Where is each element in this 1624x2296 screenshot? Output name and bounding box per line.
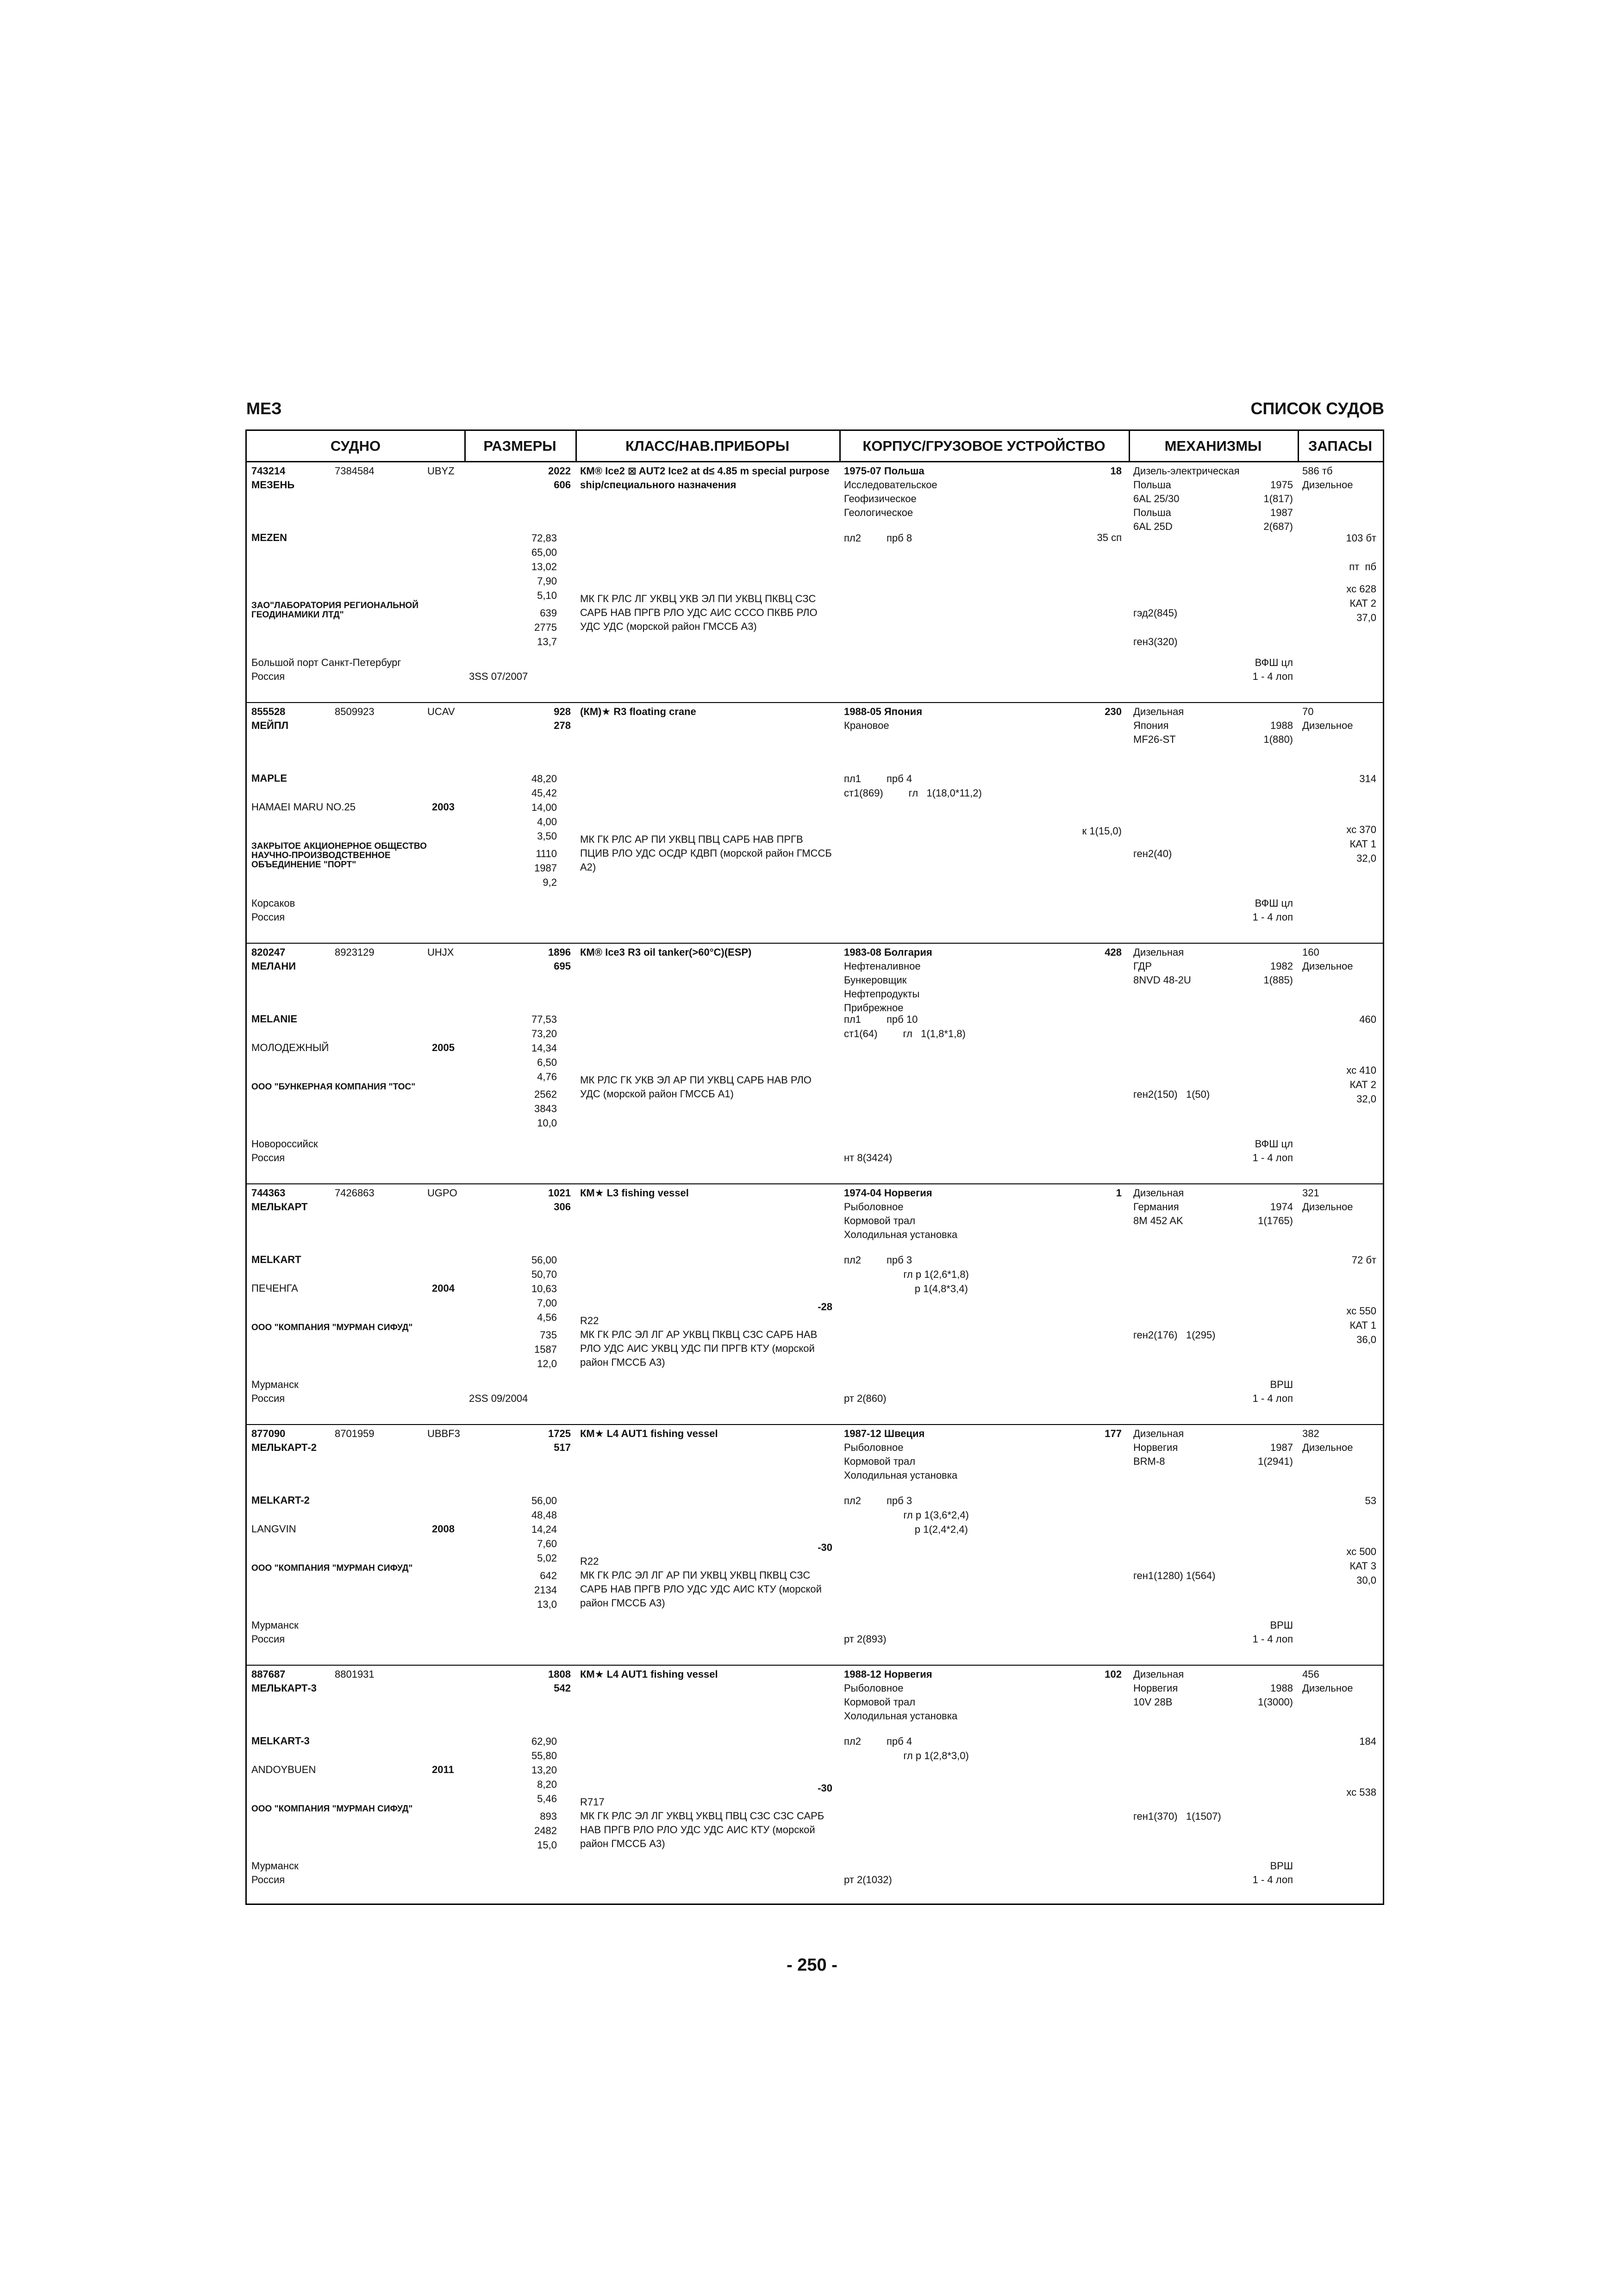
vessel-type: Рыболовное Кормовой трал Холодильная установка	[844, 1682, 958, 1722]
stores-fuel: 321 Дизельное	[1302, 1187, 1353, 1213]
vessel-type: Нефтеналивное Бункеровщик Нефтепродукты Прибрежное	[844, 960, 921, 1014]
gross-tonnage: 1021	[548, 1187, 571, 1199]
stores-mid: 184	[1359, 1736, 1376, 1747]
call-sign: UHJX	[427, 946, 454, 958]
ship-name-latin: MELKART	[251, 1254, 301, 1265]
reg-number: 877090	[251, 1428, 286, 1439]
gross-tonnage: 928	[554, 706, 571, 717]
class-notation: КМ® Ice2 ⊠ AUT2 Ice2 at d≤ 4.85 m special purpose ship/специального назначения	[580, 465, 830, 491]
nav-equipment: МК ГК РЛС ЛГ УКВЦ УКВ ЭЛ ПИ УКВЦ ПКВЦ СЗС САРБ НАВ ПРГВ РЛО УДС АИС СССО ПКВБ РЛО УДС УДС (морской район ГМССБ А3)	[580, 593, 818, 632]
ship-name-latin: MAPLE	[251, 772, 287, 784]
call-sign: UGPO	[427, 1187, 457, 1199]
former-name-year: 2008	[432, 1523, 455, 1535]
owner: ЗАКРЫТОЕ АКЦИОНЕРНОЕ ОБЩЕСТВО НАУЧНО-ПРОИЗВОДСТВЕННОЕ ОБЪЕДИНЕНИЕ "ПОРТ"	[251, 841, 427, 870]
imo-number: 8923129	[335, 946, 375, 958]
vessel-type: Крановое	[844, 720, 889, 731]
net-tonnage: 542	[554, 1682, 571, 1694]
col-header-mech: МЕХАНИЗМЫ	[1129, 431, 1298, 462]
ship-name-latin: MEZEN	[251, 532, 287, 543]
generators: ген1(370) 1(1507)	[1133, 1811, 1221, 1822]
deadweight: 1110 1987 9,2	[534, 848, 557, 888]
dimensions: 77,53 73,20 14,34 6,50 4,76	[531, 1014, 557, 1083]
cargo-tanks: рт 2(860)	[844, 1393, 887, 1404]
ship-record	[247, 944, 1383, 1184]
deadweight: 893 2482 15,0	[534, 1811, 557, 1851]
gross-tonnage: 1896	[548, 946, 571, 958]
class-notation: (КМ)★ R3 floating crane	[580, 706, 696, 717]
ship-name: МЕЛЬКАРТ-2	[251, 1442, 317, 1453]
reg-number: 820247	[251, 946, 286, 958]
build-info: 1988-12 Норвегия	[844, 1668, 932, 1680]
former-name: HAMAEI MARU NO.25	[251, 801, 356, 813]
ship-name: МЕЛЬКАРТ-3	[251, 1682, 317, 1694]
net-tonnage: 695	[554, 960, 571, 972]
dimensions: 56,00 50,70 10,63 7,00 4,56	[531, 1254, 557, 1323]
deadweight: 642 2134 13,0	[534, 1570, 557, 1610]
imo-number: 8701959	[335, 1428, 375, 1439]
imo-number: 8509923	[335, 706, 375, 717]
col-divider	[575, 431, 577, 462]
nav-equipment: R22 МК ГК РЛС ЭЛ ЛГ АР ПИ УКВЦ УКВЦ ПКВЦ СЗС САРБ НАВ ПРГВ РЛО УДС УДС АИС КТУ (морской район ГМССБ А3)	[580, 1556, 822, 1609]
hull-details: пл1 прб 10 ст1(64) гл 1(1,8*1,8)	[844, 1014, 966, 1039]
hull-details: пл1 прб 4 ст1(869) гл 1(18,0*11,2)	[844, 773, 982, 799]
stores-mid: 314	[1359, 773, 1376, 784]
ship-table	[245, 429, 1384, 1905]
propeller: ВФШ цл 1 - 4 лоп	[1252, 897, 1293, 923]
flag-country: Россия	[251, 1152, 285, 1164]
vessel-type: Исследовательское Геофизическое Геологическое	[844, 479, 937, 518]
engine-details: Япония MF26-ST	[1133, 720, 1176, 745]
yard-number: 102	[1105, 1668, 1122, 1680]
stores-capacity: хс 538	[1346, 1786, 1376, 1798]
col-header-stores: ЗАПАСЫ	[1298, 431, 1383, 462]
col-divider	[839, 431, 841, 462]
ice-note: -30	[818, 1542, 832, 1553]
owner: ООО "БУНКЕРНАЯ КОМПАНИЯ "ТОС"	[251, 1082, 416, 1092]
ice-note: -30	[818, 1782, 832, 1794]
stores-mid: 72 бт	[1351, 1254, 1376, 1266]
gross-tonnage: 2022	[548, 465, 571, 477]
net-tonnage: 278	[554, 720, 571, 731]
engine-type: Дизель-электрическая	[1133, 465, 1240, 477]
ship-name-latin: MELKART-3	[251, 1735, 310, 1747]
yard-number: 1	[1116, 1187, 1122, 1199]
flag-country: Россия	[251, 1633, 285, 1645]
ship-name: МЕЛЬКАРТ	[251, 1201, 308, 1213]
engine-type: Дизельная	[1133, 1428, 1184, 1439]
deadweight: 639 2775 13,7	[534, 607, 557, 647]
generators: ген2(150) 1(50)	[1133, 1089, 1210, 1100]
header-right: СПИСОК СУДОВ	[1250, 399, 1384, 418]
dimensions: 56,00 48,48 14,24 7,60 5,02	[531, 1495, 557, 1564]
ship-name-latin: MELANIE	[251, 1013, 297, 1025]
yard-number: 230	[1105, 706, 1122, 717]
class-notation: КМ® Ice3 R3 oil tanker(>60°C)(ESP)	[580, 946, 752, 958]
ship-record	[247, 1666, 1383, 1906]
dimensions: 62,90 55,80 13,20 8,20 5,46	[531, 1736, 557, 1804]
hull-details: пл2 прб 4 гл р 1(2,8*3,0)	[844, 1736, 969, 1761]
home-port: Корсаков	[251, 897, 295, 909]
engine-details: ГДР 8NVD 48-2U	[1133, 960, 1191, 986]
former-name-year: 2004	[432, 1282, 455, 1294]
engine-year-power: 1974 1(1765)	[1258, 1201, 1293, 1226]
engine-type: Дизельная	[1133, 706, 1184, 717]
nav-equipment: R717 МК ГК РЛС ЭЛ ЛГ УКВЦ УКВЦ ПВЦ СЗС СЗС САРБ НАВ ПРГВ РЛО РЛО УДС УДС АИС КТУ (морской район ГМССБ А3)	[580, 1796, 824, 1849]
call-sign: UBBF3	[427, 1428, 460, 1439]
survey-info: 3SS 07/2007	[469, 671, 528, 682]
net-tonnage: 606	[554, 479, 571, 491]
hull-note: 35 сп	[1097, 532, 1122, 543]
ship-record	[247, 1425, 1383, 1666]
reg-number: 855528	[251, 706, 286, 717]
former-name: ANDOYBUEN	[251, 1764, 316, 1775]
owner: ЗАО"ЛАБОРАТОРИЯ РЕГИОНАЛЬНОЙ ГЕОДИНАМИКИ ЛТД"	[251, 601, 418, 620]
build-info: 1987-12 Швеция	[844, 1428, 925, 1439]
reg-number: 743214	[251, 465, 286, 477]
gross-tonnage: 1808	[548, 1668, 571, 1680]
header-left: МЕЗ	[246, 399, 282, 418]
ship-record	[247, 703, 1383, 944]
survey-info: 2SS 09/2004	[469, 1393, 528, 1404]
dimensions: 72,83 65,00 13,02 7,90 5,10	[531, 532, 557, 601]
ship-name-latin: MELKART-2	[251, 1494, 310, 1506]
class-notation: КМ★ L4 AUT1 fishing vessel	[580, 1668, 718, 1680]
deadweight: 735 1587 12,0	[534, 1329, 557, 1369]
propeller: ВФШ цл 1 - 4 лоп	[1252, 657, 1293, 682]
net-tonnage: 517	[554, 1442, 571, 1453]
col-header-dims: РАЗМЕРЫ	[464, 431, 575, 462]
reg-number: 887687	[251, 1668, 286, 1680]
engine-year-power: 1988 1(880)	[1263, 720, 1293, 745]
home-port: Мурманск	[251, 1860, 299, 1872]
former-name: МОЛОДЕЖНЫЙ	[251, 1042, 329, 1053]
nav-equipment: МК ГК РЛС АР ПИ УКВЦ ПВЦ САРБ НАВ ПРГВ ПЦИВ РЛО УДС ОСДР КДВП (морской район ГМССБ А2)	[580, 834, 832, 873]
yard-number: 18	[1110, 465, 1122, 477]
nav-equipment: R22 МК ГК РЛС ЭЛ ЛГ АР УКВЦ ПКВЦ СЗС САРБ НАВ РЛО УДС АИС УКВЦ УДС ПИ ПРГВ КТУ (морской район ГМССБ А3)	[580, 1315, 818, 1368]
hull-details: пл2 прб 8	[844, 532, 912, 544]
propeller: ВРШ 1 - 4 лоп	[1252, 1619, 1293, 1645]
propeller: ВФШ цл 1 - 4 лоп	[1252, 1138, 1293, 1164]
former-name-year: 2005	[432, 1042, 455, 1053]
propeller: ВРШ 1 - 4 лоп	[1252, 1379, 1293, 1404]
flag-country: Россия	[251, 911, 285, 923]
gross-tonnage: 1725	[548, 1428, 571, 1439]
stores-fuel: 382 Дизельное	[1302, 1428, 1353, 1453]
ship-record	[247, 462, 1383, 703]
home-port: Мурманск	[251, 1619, 299, 1631]
owner: ООО "КОМПАНИЯ "МУРМАН СИФУД"	[251, 1563, 413, 1573]
flag-country: Россия	[251, 1393, 285, 1404]
engine-details: Норвегия BRM-8	[1133, 1442, 1178, 1467]
stores-fuel: 70 Дизельное	[1302, 706, 1353, 731]
call-sign: UBYZ	[427, 465, 455, 477]
page-number: - 250 -	[787, 1955, 837, 1975]
yard-number: 177	[1105, 1428, 1122, 1439]
propeller: ВРШ 1 - 4 лоп	[1252, 1860, 1293, 1885]
stores-capacity: хс 410 КАТ 2 32,0	[1346, 1064, 1376, 1105]
generators: ген1(1280) 1(564)	[1133, 1570, 1216, 1581]
stores-mid: 103 бт пт пб	[1346, 532, 1376, 572]
engine-type: Дизельная	[1133, 1668, 1184, 1680]
col-divider	[464, 431, 466, 462]
former-name: LANGVIN	[251, 1523, 296, 1535]
engine-year-power: 1987 1(2941)	[1258, 1442, 1293, 1467]
generators: ген2(40)	[1133, 848, 1172, 859]
former-name-year: 2003	[432, 801, 455, 813]
col-header-hull: КОРПУС/ГРУЗОВОЕ УСТРОЙСТВО	[839, 431, 1129, 462]
ship-name: МЕЙПЛ	[251, 720, 289, 731]
home-port: Большой порт Санкт-Петербург	[251, 657, 401, 668]
build-info: 1974-04 Норвегия	[844, 1187, 932, 1199]
engine-details: Норвегия 10V 28B	[1133, 1682, 1178, 1708]
cargo-tanks: нт 8(3424)	[844, 1152, 893, 1164]
stores-fuel: 160 Дизельное	[1302, 946, 1353, 972]
col-divider	[1298, 431, 1299, 462]
stores-capacity: хс 500 КАТ 3 30,0	[1346, 1546, 1376, 1586]
ship-record	[247, 1184, 1383, 1425]
home-port: Мурманск	[251, 1379, 299, 1390]
col-header-class: КЛАСС/НАВ.ПРИБОРЫ	[575, 431, 839, 462]
stores-capacity: хс 370 КАТ 1 32,0	[1346, 824, 1376, 864]
ship-name: МЕЗЕНЬ	[251, 479, 295, 491]
deadweight: 2562 3843 10,0	[534, 1089, 557, 1129]
build-info: 1975-07 Польша	[844, 465, 924, 477]
class-notation: КМ★ L3 fishing vessel	[580, 1187, 689, 1199]
col-header-ship: СУДНО	[247, 431, 464, 462]
class-notation: КМ★ L4 AUT1 fishing vessel	[580, 1428, 718, 1439]
stores-fuel: 456 Дизельное	[1302, 1668, 1353, 1694]
generators: ген2(176) 1(295)	[1133, 1329, 1216, 1341]
imo-number: 8801931	[335, 1668, 375, 1680]
stores-capacity: хс 628 КАТ 2 37,0	[1346, 583, 1376, 623]
net-tonnage: 306	[554, 1201, 571, 1213]
engine-details: Польша 6AL 25/30 Польша 6AL 25D	[1133, 479, 1180, 532]
engine-year-power: 1982 1(885)	[1263, 960, 1293, 986]
nav-equipment: МК РЛС ГК УКВ ЭЛ АР ПИ УКВЦ САРБ НАВ РЛО УДС (морской район ГМССБ А1)	[580, 1074, 812, 1100]
home-port: Новороссийск	[251, 1138, 318, 1150]
owner: ООО "КОМПАНИЯ "МУРМАН СИФУД"	[251, 1323, 413, 1332]
cargo-tanks: рт 2(893)	[844, 1633, 887, 1645]
yard-number: 428	[1105, 946, 1122, 958]
reg-number: 744363	[251, 1187, 286, 1199]
build-info: 1983-08 Болгария	[844, 946, 932, 958]
dimensions: 48,20 45,42 14,00 4,00 3,50	[531, 773, 557, 842]
build-info: 1988-05 Япония	[844, 706, 923, 717]
stores-mid: 460	[1359, 1014, 1376, 1025]
cargo-tanks: рт 2(1032)	[844, 1874, 892, 1885]
hull-details: пл2 прб 3 гл р 1(3,6*2,4) р 1(2,4*2,4)	[844, 1495, 969, 1535]
ship-name: МЕЛАНИ	[251, 960, 296, 972]
owner: ООО "КОМПАНИЯ "МУРМАН СИФУД"	[251, 1804, 413, 1814]
imo-number: 7384584	[335, 465, 375, 477]
engine-details: Германия 8M 452 AK	[1133, 1201, 1183, 1226]
engine-year-power: 1975 1(817) 1987 2(687)	[1263, 479, 1293, 532]
flag-country: Россия	[251, 671, 285, 682]
call-sign: UCAV	[427, 706, 455, 717]
former-name-year: 2011	[432, 1764, 454, 1775]
former-name: ПЕЧЕНГА	[251, 1282, 298, 1294]
vessel-type: Рыболовное Кормовой трал Холодильная установка	[844, 1201, 958, 1240]
flag-country: Россия	[251, 1874, 285, 1885]
hull-extra: к 1(15,0)	[1082, 825, 1122, 837]
stores-mid: 53	[1365, 1495, 1376, 1506]
generators: гэд2(845) ген3(320)	[1133, 607, 1178, 647]
vessel-type: Рыболовное Кормовой трал Холодильная установка	[844, 1442, 958, 1481]
imo-number: 7426863	[335, 1187, 375, 1199]
engine-year-power: 1988 1(3000)	[1258, 1682, 1293, 1708]
col-divider	[1129, 431, 1130, 462]
engine-type: Дизельная	[1133, 946, 1184, 958]
ice-note: -28	[818, 1301, 832, 1313]
engine-type: Дизельная	[1133, 1187, 1184, 1199]
hull-details: пл2 прб 3 гл р 1(2,6*1,8) р 1(4,8*3,4)	[844, 1254, 969, 1294]
stores-capacity: хс 550 КАТ 1 36,0	[1346, 1305, 1376, 1345]
stores-fuel: 586 тб Дизельное	[1302, 465, 1353, 491]
